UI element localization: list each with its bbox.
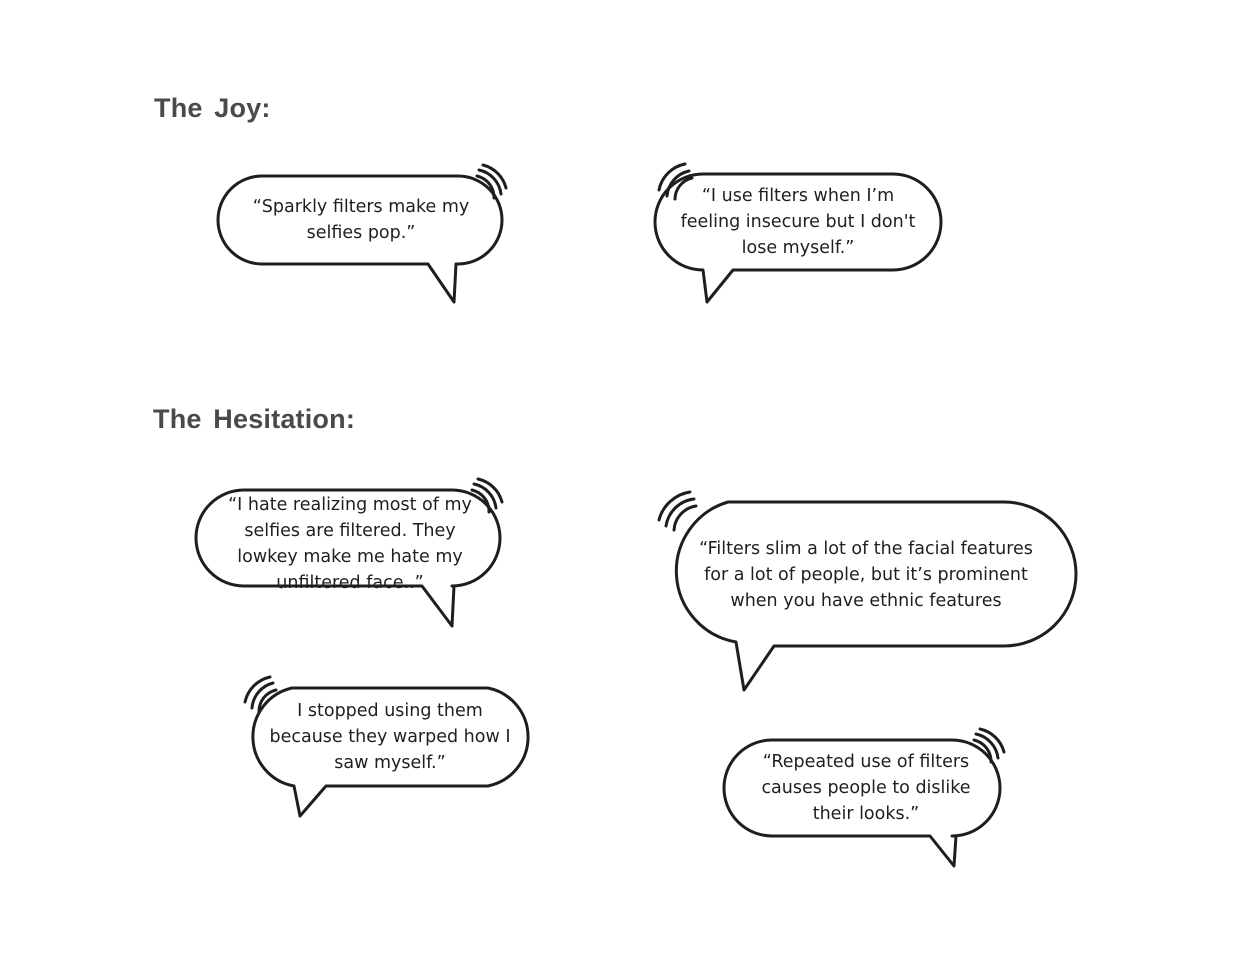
quote-text: I stopped using them because they warped how I saw myself.” bbox=[269, 701, 511, 773]
quote-text: “Repeated use of filters causes people to dislike their looks.” bbox=[761, 752, 971, 824]
section-heading-hesitation: The Hesitation: bbox=[153, 404, 356, 434]
quote-text: “I hate realizing most of my selfies are filtered. They lowkey make me hate my unfiltered face..” bbox=[228, 495, 472, 593]
quote-text: “I use filters when I’m feeling insecure but I don't lose myself.” bbox=[680, 186, 916, 258]
quote-text: “Filters slim a lot of the facial features for a lot of people, but it’s prominent when you have ethnic features bbox=[699, 539, 1033, 611]
section-heading-joy: The Joy: bbox=[154, 93, 271, 123]
quote-text: “Sparkly filters make my selfies pop.” bbox=[252, 197, 470, 243]
